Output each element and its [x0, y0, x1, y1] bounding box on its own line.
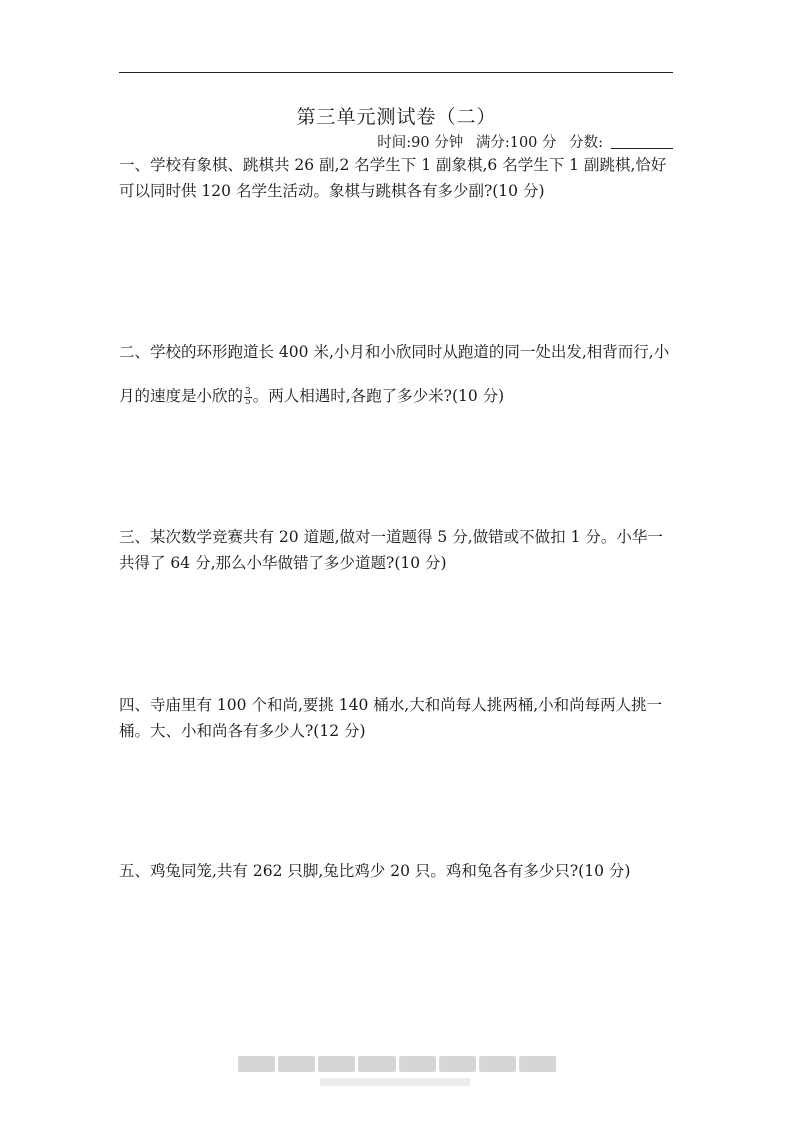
question-2-text-after: 。两人相遇时,各跑了多少米?(10 分) [252, 387, 505, 405]
fraction-numerator: 3 [245, 386, 251, 397]
score-blank[interactable] [611, 134, 673, 149]
question-2 [119, 330, 675, 418]
question-4: 四、寺庙里有 100 个和尚,要挑 140 桶水,大和尚每人挑两桶,小和尚每两人挑一桶。大、小和尚各有多少人?(12 分) [119, 696, 663, 740]
score-label: 分数: [569, 135, 603, 151]
full-score: 满分:100 分 [475, 135, 557, 151]
question-3: 三、某次数学竞赛共有 20 道题,做对一道题得 5 分,做错或不做扣 1 分。小华一共得了 64 分,那么小华做错了多少道题?(10 分) [119, 528, 663, 572]
fraction [244, 388, 252, 407]
question-2-text-before: 二、学校的环形跑道长 400 米,小月和小欣同时从跑道的同一处出发,相背而行,小月的速度是小欣的 [119, 343, 670, 405]
question-1: 一、学校有象棋、跳棋共 26 副,2 名学生下 1 副象棋,6 名学生下 1 副跳棋,恰好可以同时供 120 名学生活动。象棋与跳棋各有多少副?(10 分) [119, 156, 667, 200]
header-rule [119, 72, 673, 73]
exam-meta [369, 131, 673, 152]
question-5: 五、鸡兔同笼,共有 262 只脚,兔比鸡少 20 只。鸡和兔各有多少只?(10 分) [119, 862, 631, 880]
time-limit: 时间:90 分钟 [377, 135, 464, 151]
fraction-denominator: 5 [245, 396, 251, 407]
page-title: 第三单元测试卷（二） [296, 106, 497, 128]
blurred-footer-line [320, 1078, 470, 1086]
blurred-footer-watermark [238, 1056, 556, 1072]
